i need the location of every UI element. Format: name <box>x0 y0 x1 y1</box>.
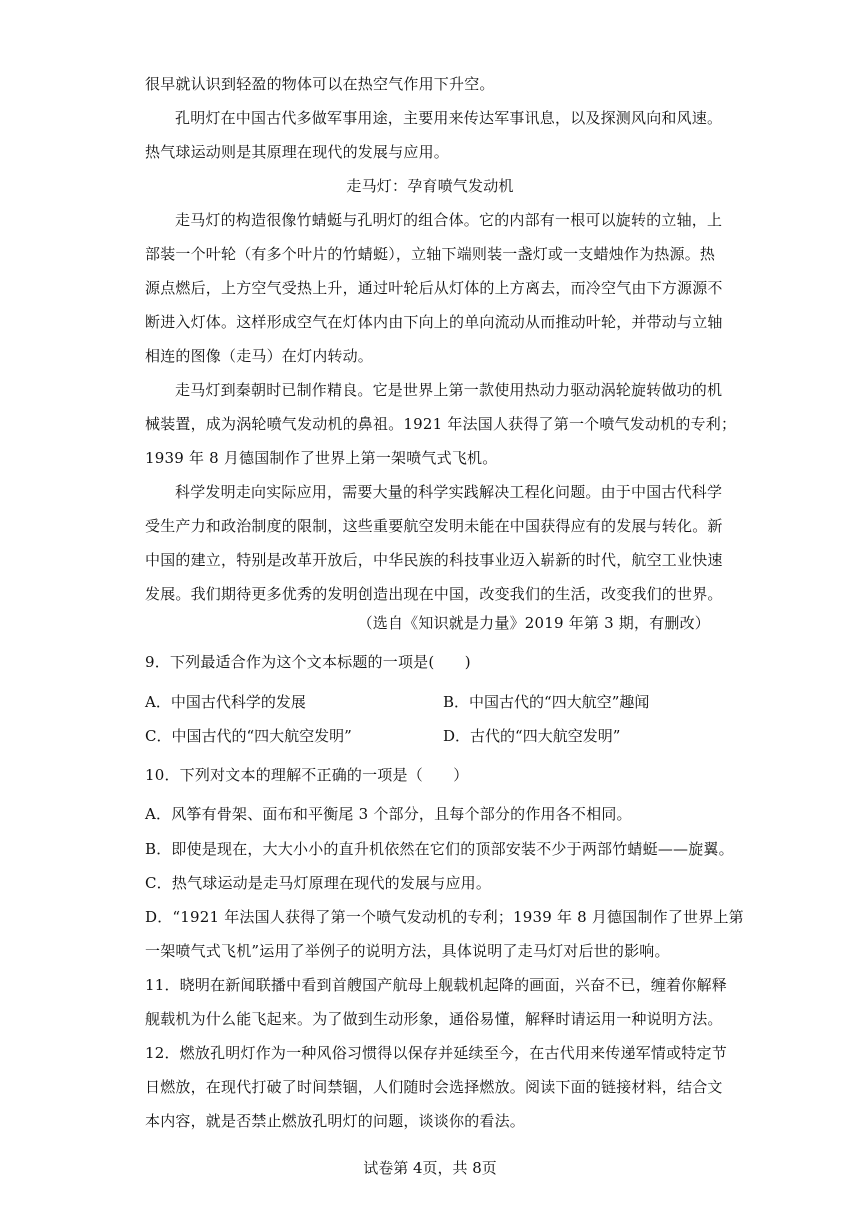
question-9-option-d: D．古代的“四大航空发明” <box>443 727 621 745</box>
question-11-line: 11．晓明在新闻联播中看到首艘国产航母上舰载机起降的画面，兴奋不已，缠着你解释 <box>145 976 727 994</box>
question-9-option-a: A．中国古代科学的发展 <box>145 693 306 711</box>
page-footer: 试卷第 4页，共 8页 <box>363 1159 497 1177</box>
paragraph-line: 相连的图像（走马）在灯内转动。 <box>145 347 374 365</box>
question-9-option-c: C．中国古代的“四大航空发明” <box>145 727 352 745</box>
paragraph-line: 受生产力和政治制度的限制，这些重要航空发明未能在中国获得应有的发展与转化。新 <box>145 517 723 535</box>
paragraph-line: 发展。我们期待更多优秀的发明创造出现在中国，改变我们的生活，改变我们的世界。 <box>145 585 723 603</box>
section-heading: 走马灯：孕育喷气发动机 <box>346 177 514 195</box>
question-10-option-a: A．风筝有骨架、面布和平衡尾 3 个部分，且每个部分的作用各不相同。 <box>145 805 632 823</box>
paragraph-line: 械装置，成为涡轮喷气发动机的鼻祖。1921 年法国人获得了第一个喷气发动机的专利； <box>145 415 737 433</box>
question-9-stem: 9．下列最适合作为这个文本标题的一项是( ) <box>145 653 471 671</box>
paragraph-line: 部装一个叶轮（有多个叶片的竹蜻蜓），立轴下端则装一盏灯或一支蜡烛作为热源。热 <box>145 245 716 263</box>
paragraph-line: 源点燃后，上方空气受热上升，通过叶轮后从灯体的上方离去，而冷空气由下方源源不 <box>145 279 723 297</box>
question-10-option-c: C．热气球运动是走马灯原理在现代的发展与应用。 <box>145 874 492 892</box>
paragraph-line: 走马灯到秦朝时已制作精良。它是世界上第一款使用热动力驱动涡轮旋转做功的机 <box>175 381 723 399</box>
paragraph-line: 走马灯的构造很像竹蜻蜓与孔明灯的组合体。它的内部有一根可以旋转的立轴，上 <box>175 211 723 229</box>
paragraph-line: 很早就认识到轻盈的物体可以在热空气作用下升空。 <box>145 75 495 93</box>
question-10-option-b: B．即使是现在，大大小小的直升机依然在它们的顶部安装不少于两部竹蜻蜓——旋翼。 <box>145 840 734 858</box>
paragraph-line: 中国的建立，特别是改革开放后，中华民族的科技事业迈入崭新的时代，航空工业快速 <box>145 551 723 569</box>
paragraph-line: 科学发明走向实际应用，需要大量的科学实践解决工程化问题。由于中国古代科学 <box>175 483 723 501</box>
question-12-line: 12．燃放孔明灯作为一种风俗习惯得以保存并延续至今，在古代用来传递军情或特定节 <box>145 1044 727 1062</box>
question-11-line: 舰载机为什么能飞起来。为了做到生动形象，通俗易懂，解释时请运用一种说明方法。 <box>145 1010 723 1028</box>
question-9-option-b: B．中国古代的“四大航空”趣闻 <box>443 693 650 711</box>
paragraph-line: 断进入灯体。这样形成空气在灯体内由下向上的单向流动从而推动叶轮，并带动与立轴 <box>145 313 723 331</box>
question-10-option-d-cont: 一架喷气式飞机”运用了举例子的说明方法，具体说明了走马灯对后世的影响。 <box>145 942 670 960</box>
paragraph-line: 热气球运动则是其原理在现代的发展与应用。 <box>145 143 450 161</box>
question-10-stem: 10．下列对文本的理解不正确的一项是（ ） <box>145 766 469 784</box>
question-10-option-d: D．“1921 年法国人获得了第一个喷气发动机的专利；1939 年 8 月德国制作了世界上第 <box>145 908 744 926</box>
source-citation: （选自《知识就是力量》2019 年第 3 期，有删改） <box>357 614 710 632</box>
question-12-line: 日燃放，在现代打破了时间禁锢，人们随时会选择燃放。阅读下面的链接材料，结合文 <box>145 1078 723 1096</box>
paragraph-line: 1939 年 8 月德国制作了世界上第一架喷气式飞机。 <box>145 449 498 467</box>
paragraph-line: 孔明灯在中国古代多做军事用途，主要用来传达军事讯息，以及探测风向和风速。 <box>175 109 723 127</box>
question-12-line: 本内容，就是否禁止燃放孔明灯的问题，谈谈你的看法。 <box>145 1112 526 1130</box>
